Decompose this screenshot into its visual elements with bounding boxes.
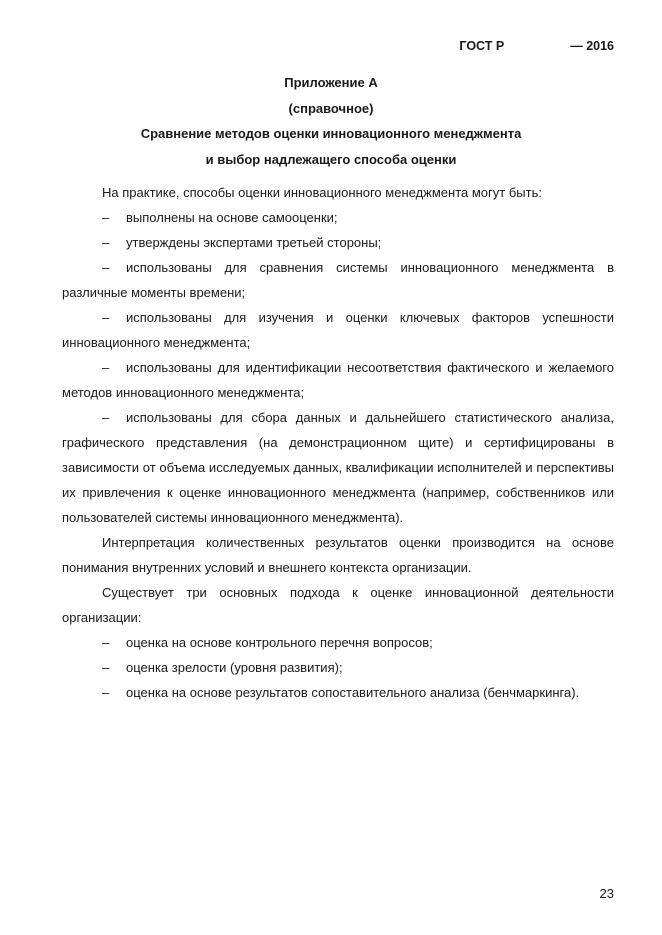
approaches-paragraph: Существует три основных подхода к оценке инновационной деятельности организации: [62,585,614,625]
intro-paragraph: На практике, способы оценки инновационного менеджмента могут быть: [102,185,542,200]
appendix-title-line-1: Сравнение методов оценки инновационного менеджмента [140,126,522,141]
appendix-label: Приложение А [284,75,378,90]
list-item [62,255,614,305]
list-item [62,405,614,530]
list-item-text: использованы для сбора данных и дальнейшего статистического анализа, графического представления (на демонстрационном щите) и сертифицированы в зависимости от объема исследуемых данных, квалификации исполнителей и перспективы их привлечения к оценке инновационного менеджмента (например, собственников или пользователей системы инновационного менеджмента). [62,410,614,525]
list-item [62,655,614,680]
list-item-text: оценка зрелости (уровня развития); [126,660,343,675]
dash-marker: – [102,360,110,375]
page-number: 23 [599,886,614,901]
list-item [62,630,614,655]
dash-marker: – [102,210,110,225]
page-header [459,39,614,53]
standard-year: — 2016 [570,39,614,53]
dash-marker: – [102,685,110,700]
dash-marker: – [102,310,110,325]
dash-marker: – [102,235,110,250]
list-item [62,355,614,405]
list-item-text: выполнены на основе самооценки; [126,210,338,225]
list-item-text: использованы для сравнения системы инновационного менеджмента в различные моменты времени; [62,260,614,300]
list-item-text: использованы для идентификации несоответствия фактического и желаемого методов инновационного менеджмента; [62,360,614,400]
standard-code: ГОСТ Р [459,39,505,53]
list-item [62,230,614,255]
appendix-type: (справочное) [288,100,374,116]
appendix-title-block [0,70,662,172]
list-item-text: утверждены экспертами третьей стороны; [126,235,382,250]
interpretation-paragraph: Интерпретация количественных результатов оценки производится на основе понимания внутренних условий и внешнего контекста организации. [62,535,614,575]
list-item [62,680,614,705]
list-item-text: использованы для изучения и оценки ключевых факторов успешности инновационного менеджмента; [62,310,614,350]
list-item-text: оценка на основе контрольного перечня вопросов; [126,635,433,650]
dash-marker: – [102,410,110,425]
list-item [62,205,614,230]
list-item [62,305,614,355]
dash-marker: – [102,260,110,275]
body-text [62,180,614,705]
dash-marker: – [102,660,110,675]
appendix-title-line-2: и выбор надлежащего способа оценки [205,151,457,167]
dash-marker: – [102,635,110,650]
list-item-text: оценка на основе результатов сопоставительного анализа (бенчмаркинга). [126,685,580,700]
